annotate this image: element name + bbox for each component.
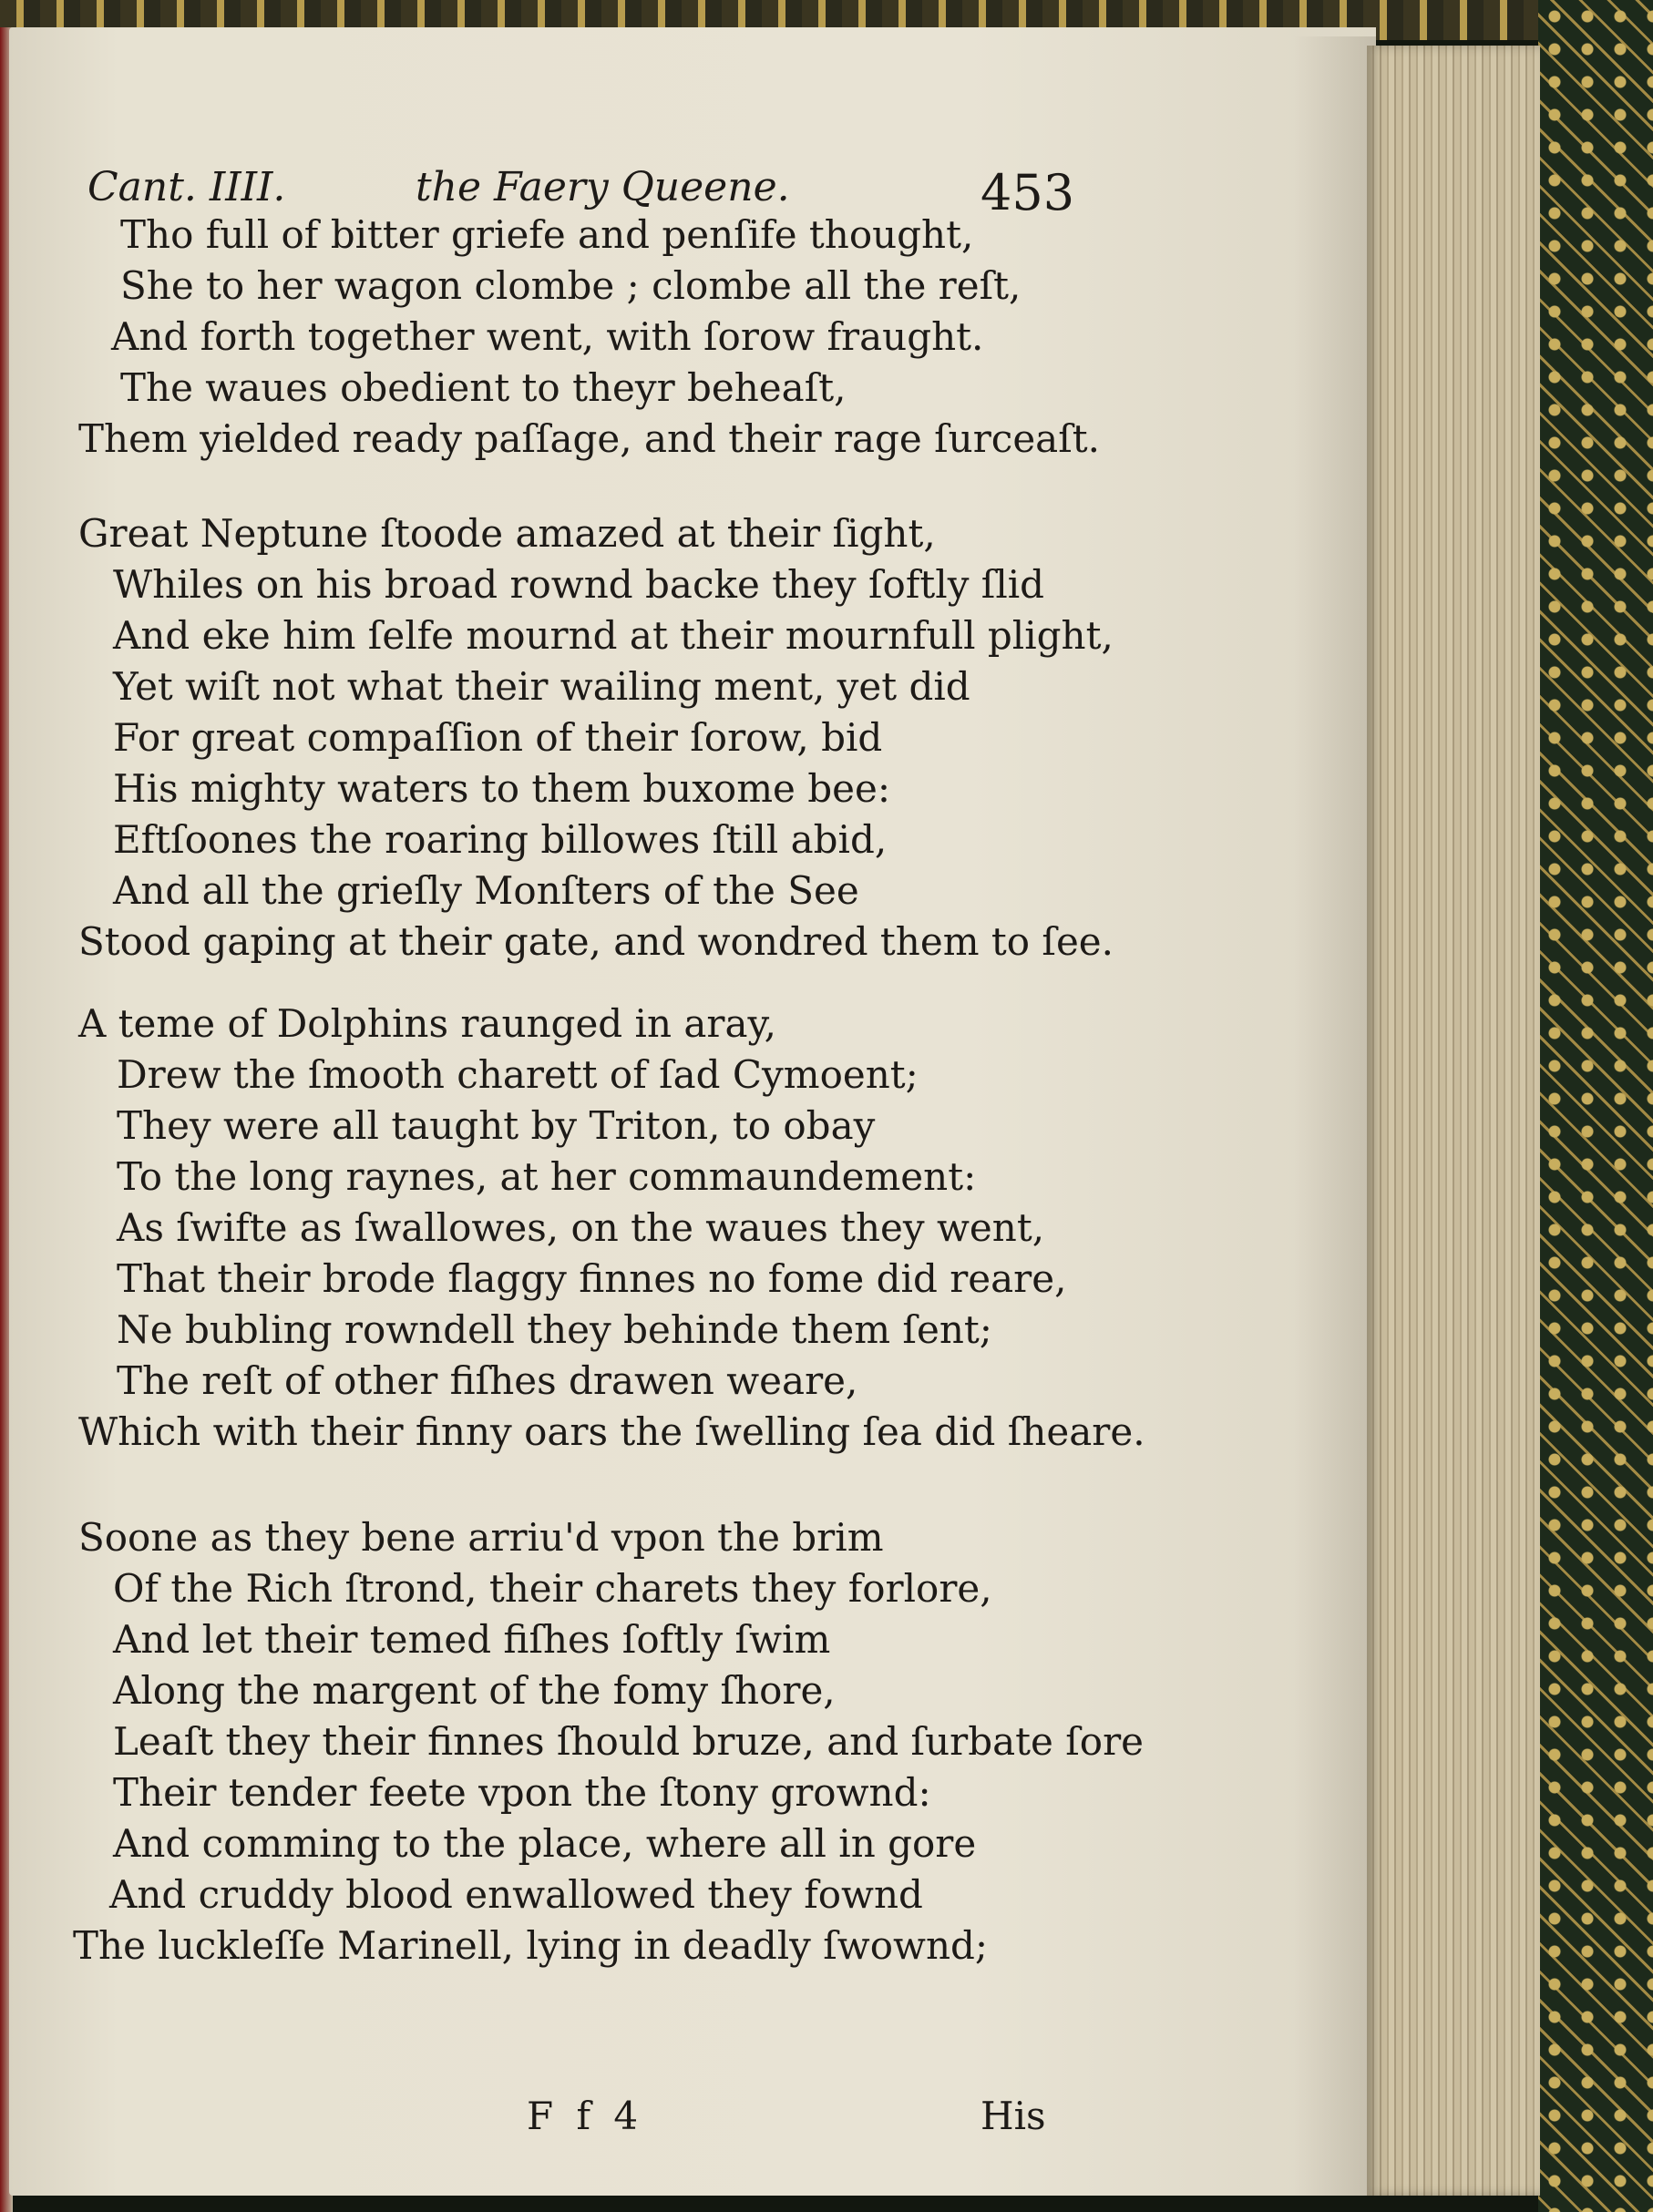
verse-line: She to her wagon clombe ; clombe all the reſt, bbox=[120, 263, 1022, 308]
verse-line: For great compaſſion of their ſorow, bid bbox=[113, 715, 883, 760]
verse-line: Ne bubling rowndell they behinde them ſent; bbox=[117, 1307, 992, 1352]
signature-mark: F f 4 bbox=[527, 2094, 644, 2138]
verse-line: And forth together went, with ſorow fraught. bbox=[111, 314, 984, 359]
book-title: the Faery Queene. bbox=[416, 164, 790, 210]
page-paper bbox=[9, 27, 1376, 2196]
canto-label: Cant. IIII. bbox=[87, 164, 286, 210]
verse-line: Eftſoones the roaring billowes ſtill abid, bbox=[113, 817, 888, 862]
verse-line: That their brode flaggy finnes no fome did reare, bbox=[117, 1256, 1067, 1301]
verse-line: Leaſt they their finnes ſhould bruze, and ſurbate ſore bbox=[113, 1719, 1145, 1764]
verse-line: And let their temed fiſhes ſoftly ſwim bbox=[113, 1617, 831, 1662]
verse-line: Which with their finny oars the ſwelling ſea did ſheare. bbox=[78, 1409, 1145, 1454]
verse-line: And eke him ſelfe mournd at their mournfull plight, bbox=[113, 613, 1114, 658]
verse-line: And cruddy blood enwallowed they fownd bbox=[109, 1872, 923, 1917]
verse-line: Stood gaping at their gate, and wondred them to ſee. bbox=[78, 919, 1114, 964]
fore-edge-page-stack bbox=[1367, 46, 1540, 2196]
verse-line: The waues obedient to theyr beheaſt, bbox=[120, 365, 847, 410]
verse-line: The luckleſſe Marinell, lying in deadly ſwownd; bbox=[73, 1923, 989, 1968]
verse-line: Yet wiſt not what their wailing ment, yet did bbox=[113, 664, 970, 709]
verse-line: Their tender feete vpon the ſtony grownd: bbox=[113, 1770, 931, 1815]
verse-line: Drew the ſmooth charett of ſad Cymoent; bbox=[117, 1052, 919, 1097]
verse-line: Of the Rich ſtrond, their charets they forlore, bbox=[113, 1566, 992, 1611]
page-footer bbox=[9, 2094, 1285, 2148]
decorative-binding-border bbox=[1538, 0, 1653, 2212]
gutter-shadow bbox=[1294, 36, 1376, 2196]
verse-line: His mighty waters to them buxome bee: bbox=[113, 766, 890, 811]
verse-line: Them yielded ready paſſage, and their rage ſurceaſt. bbox=[78, 416, 1100, 461]
verse-line: As ſwifte as ſwallowes, on the waues they went, bbox=[117, 1205, 1045, 1250]
verse-line: And comming to the place, where all in gore bbox=[113, 1821, 977, 1866]
verse-line: Soone as they bene arriu'd vpon the brim bbox=[78, 1515, 884, 1560]
catchword: His bbox=[981, 2094, 1046, 2138]
verse-line: They were all taught by Triton, to obay bbox=[117, 1103, 876, 1148]
verse-line: A teme of Dolphins raunged in aray, bbox=[78, 1001, 777, 1046]
verse-line: Tho full of bitter griefe and penſife thought, bbox=[120, 212, 974, 257]
verse-line: To the long raynes, at her commaundement: bbox=[117, 1154, 977, 1199]
verse-line: Along the margent of the fomy ſhore, bbox=[113, 1668, 836, 1713]
verse-line: The reſt of other fiſhes drawen weare, bbox=[117, 1358, 858, 1403]
verse-line: Great Neptune ſtoode amazed at their ſight, bbox=[78, 511, 936, 556]
page-number: 453 bbox=[981, 164, 1075, 221]
verse-line: Whiles on his broad rownd backe they ſoftly ſlid bbox=[113, 562, 1045, 607]
verse-line: And all the grieſly Monſters of the See bbox=[113, 868, 859, 913]
